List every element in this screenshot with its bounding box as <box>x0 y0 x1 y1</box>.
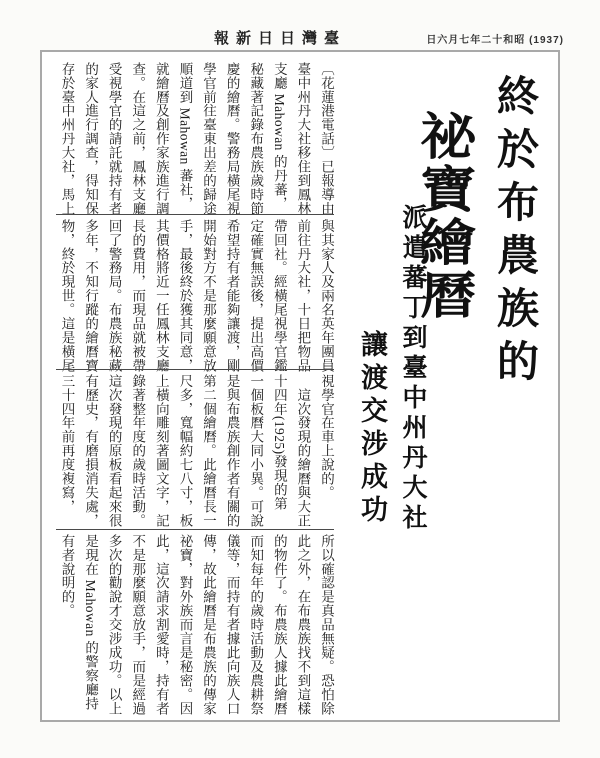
text-column: 有者說明的。 <box>59 534 75 618</box>
text-column: 儀等，而持有者據此向族人口 <box>224 534 240 716</box>
text-column: 查。在這之前，鳳林支廳 <box>130 62 146 216</box>
text-column: 有歷史，有磨損消失處， <box>83 374 99 528</box>
subheadline-1: 派遣蕃丁到臺中州丹大社 <box>399 204 426 534</box>
article-frame <box>40 50 560 722</box>
text-column: 視學官在車上說的。 <box>319 374 334 500</box>
text-column: 〔花蓮港電話〕已報導由 <box>319 62 334 216</box>
body-band-3 <box>54 374 338 526</box>
text-column: 臺中州丹大社移住到鳳林 <box>295 62 311 216</box>
text-column: 一個板曆大同小異。可說 <box>248 374 264 528</box>
text-column: 開始對方不是那麼願意放 <box>201 219 217 373</box>
text-column: 的家人進行調查，得知保 <box>83 62 99 216</box>
text-column: 所以確認是真品無疑。恐怕除 <box>319 534 334 716</box>
text-column: 前往丹大社，十日把物品 <box>295 219 311 373</box>
text-column: 這次發現的繪曆與大正 <box>295 374 311 528</box>
text-column: 此，這次請求割愛時，持有者 <box>153 534 169 716</box>
text-column: 定確實無誤後，提出高價 <box>248 219 264 373</box>
text-column: 傳，故此繪曆是布農族的傳家 <box>201 534 217 716</box>
text-column: 慶的繪曆。警務局橫尾視 <box>224 62 240 216</box>
body-band-2 <box>54 219 338 373</box>
text-column: 秘藏著記錄布農族歲時節 <box>248 62 264 216</box>
text-column: 就繪曆及創作家族進行調 <box>153 62 169 216</box>
headline-line-2: 祕寶繪曆 <box>412 110 476 322</box>
text-column: 支廳 Mahowan 的丹蕃， <box>271 62 287 211</box>
text-column: 錄著整年度的歲時活動。 <box>130 374 146 528</box>
text-column: 多年，不知行蹤的繪曆寶 <box>83 219 99 373</box>
text-column: 學官前往臺東出差的歸途 <box>201 62 217 216</box>
body-band-1 <box>54 62 338 216</box>
text-column: 多次的勸說才交涉成功。以上 <box>106 534 122 716</box>
text-column: 十四年(1925)發現的第 <box>271 374 287 511</box>
text-column: 而知每年的歲時活動及農耕祭 <box>248 534 264 716</box>
body-band-4 <box>54 534 338 720</box>
text-column: 手，最後終於獲其同意， <box>177 219 193 373</box>
newspaper-masthead: 報新日日灣臺 <box>213 31 346 47</box>
text-column: 的物件了。布農族人據此繪曆 <box>271 534 287 716</box>
text-column: 其價格將近一任鳳林支廳 <box>153 219 169 373</box>
text-column: 三十四年前再度複寫， <box>59 374 75 514</box>
text-column: 這次發現的原板看起來很 <box>106 374 122 528</box>
headline-line-1: 終於布農族的 <box>491 74 537 392</box>
text-column: 希望持有者能夠讓渡，剛 <box>224 219 240 373</box>
section-divider <box>56 369 334 370</box>
text-column: 受視學官的請託就持有者 <box>106 62 122 216</box>
text-column: 第二個繪曆。此繪曆長一 <box>201 374 217 528</box>
text-column: 回了警務局。布農族秘藏 <box>106 219 122 373</box>
text-column: 此之外，在布農族找不到這樣 <box>295 534 311 716</box>
text-column: 順道到 Mahowan 蕃社， <box>177 62 193 211</box>
text-column: 物，終於現世。這是橫尾 <box>59 219 75 373</box>
text-column: 尺多，寬幅約七八寸，板 <box>177 374 193 528</box>
section-divider <box>56 529 334 530</box>
issue-date: 日六月七年二十和昭 (1937) <box>426 35 564 46</box>
text-column: 長的費用，而現品就被帶 <box>130 219 146 373</box>
text-column: 存於臺中州丹大社，馬上 <box>59 62 75 216</box>
text-column: 是與布農族創作者有關的 <box>224 374 240 528</box>
text-column: 是現在 Mahowan 的警察廳持 <box>83 534 99 711</box>
section-divider <box>56 214 334 215</box>
text-column: 上橫向雕刻著圖文字，記 <box>153 374 169 528</box>
text-column: 帶回社。經橫尾視學官鑑 <box>271 219 287 373</box>
text-column: 祕寶，對外族而言是秘密。因 <box>177 534 193 716</box>
text-column: 與其家人及兩名英年團員 <box>319 219 334 373</box>
subheadline-2: 讓渡交涉成功 <box>357 330 387 528</box>
text-column: 不是那麼願意放手，而是經過 <box>130 534 146 716</box>
